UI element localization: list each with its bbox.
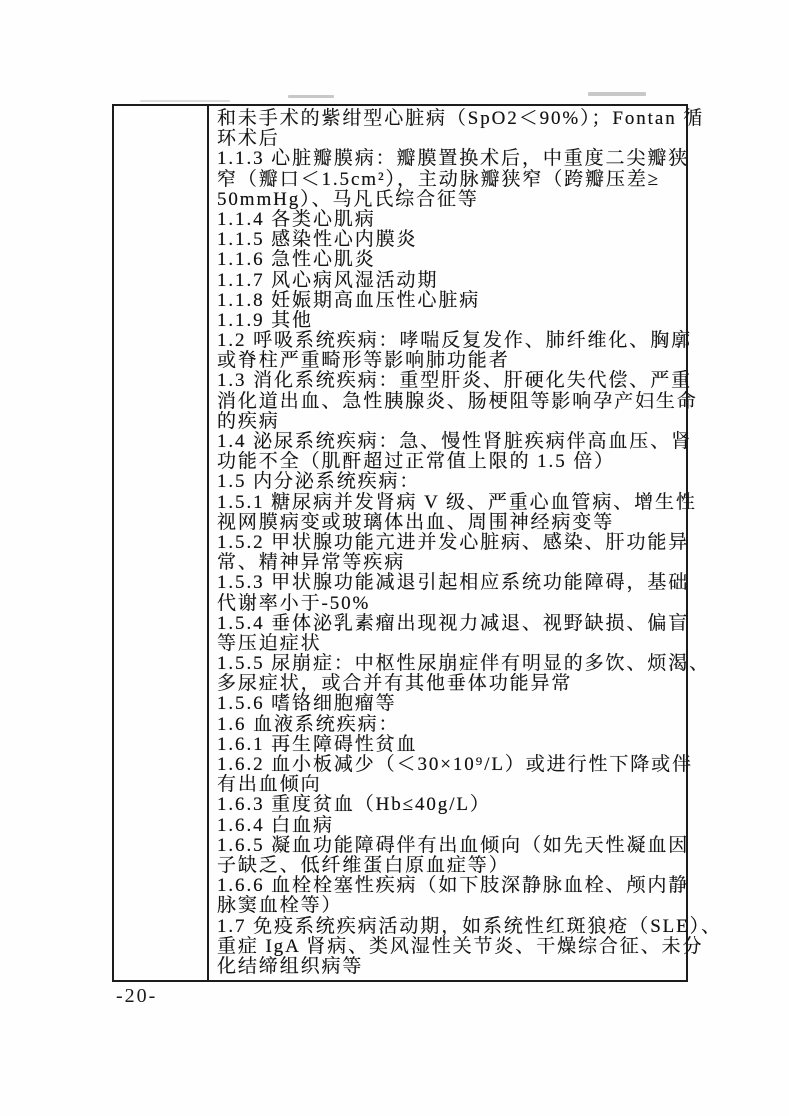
content-line: 环术后	[217, 128, 280, 150]
content-line: 1.6.3 重度贫血（Hb≤40g/L）	[217, 794, 491, 816]
content-line: 视网膜病变或玻璃体出血、周围神经病变等	[217, 511, 615, 533]
content-line: 化结缔组织病等	[217, 955, 364, 977]
content-line: 1.5.4 垂体泌乳素瘤出现视力减退、视野缺损、偏盲	[217, 612, 690, 634]
content-line: 窄（瓣口＜1.5cm²），主动脉瓣狭窄（跨瓣压差≥	[217, 168, 661, 190]
content-line: 1.6.4 白血病	[217, 814, 334, 836]
content-line: 1.6.6 血栓栓塞性疾病（如下肢深静脉血栓、颅内静	[217, 875, 690, 897]
content-line: 子缺乏、低纤维蛋白原血症等）	[217, 854, 510, 876]
content-line: 常、精神异常等疾病	[217, 552, 406, 574]
content-line: 1.7 免疫系统疾病活动期，如系统性红斑狼疮（SLE）、	[217, 915, 722, 937]
content-line: 1.5.5 尿崩症：中枢性尿崩症伴有明显的多饮、烦渴、	[217, 653, 711, 675]
content-line: 1.1.7 风心病风湿活动期	[217, 269, 439, 291]
content-line: 有出血倾向	[217, 774, 322, 796]
content-line: 1.1.9 其他	[217, 309, 313, 331]
content-line: 1.6 血液系统疾病：	[217, 713, 400, 735]
content-line: 1.5.3 甲状腺功能减退引起相应系统功能障碍，基础	[217, 572, 690, 594]
table-left-cell	[114, 106, 207, 980]
content-line: 50mmHg）、马凡氏综合征等	[217, 188, 479, 210]
content-line: 1.5.6 嗜铬细胞瘤等	[217, 693, 397, 715]
content-line: 1.3 消化系统疾病：重型肝炎、肝硬化失代偿、严重	[217, 370, 693, 392]
content-line: 1.2 呼吸系统疾病：哮喘反复发作、肺纤维化、胸廓	[217, 330, 693, 352]
content-line: 脉窦血栓等）	[217, 895, 343, 917]
content-line: 1.1.5 感染性心内膜炎	[217, 229, 418, 251]
content-line: 或脊柱严重畸形等影响肺功能者	[217, 350, 510, 372]
content-line: 和未手术的紫绀型心脏病（SpO2＜90%）；Fontan 循	[217, 108, 705, 129]
medical-conditions-table	[112, 104, 722, 982]
content-line: 1.1.6 急性心肌炎	[217, 249, 376, 271]
scan-artifact	[288, 95, 334, 98]
scan-artifact	[588, 92, 646, 96]
content-line: 1.5.1 糖尿病并发肾病 V 级、严重心血管病、增生性	[217, 491, 697, 513]
content-line: 1.6.1 再生障碍性贫血	[217, 733, 418, 755]
content-line: 的疾病	[217, 410, 280, 432]
table-content-text	[217, 108, 722, 977]
content-line: 重症 IgA 肾病、类风湿性关节炎、干燥综合征、未分	[217, 935, 704, 957]
content-line: 1.6.5 凝血功能障碍伴有出血倾向（如先天性凝血因	[217, 834, 690, 856]
scan-artifact	[140, 100, 230, 102]
content-line: 多尿症状，或合并有其他垂体功能异常	[217, 673, 573, 695]
content-line: 功能不全（肌酐超过正常值上限的 1.5 倍）	[217, 451, 616, 473]
content-line: 消化道出血、急性胰腺炎、肠梗阻等影响孕产妇生命	[217, 390, 698, 412]
content-line: 1.4 泌尿系统疾病：急、慢性肾脏疾病伴高血压、肾	[217, 431, 693, 452]
content-line: 1.5 内分泌系统疾病：	[217, 471, 421, 493]
content-line: 1.1.4 各类心肌病	[217, 208, 376, 230]
content-line: 1.1.8 妊娠期高血压性心脏病	[217, 289, 481, 311]
page-number: -20-	[116, 985, 158, 1007]
content-line: 等压迫症状	[217, 632, 322, 654]
content-line: 1.5.2 甲状腺功能亢进并发心脏病、感染、肝功能异	[217, 531, 690, 553]
content-line: 1.6.2 血小板减少（＜30×10⁹/L）或进行性下降或伴	[217, 754, 693, 775]
content-line: 1.1.3 心脏瓣膜病：瓣膜置换术后，中重度二尖瓣狭	[217, 148, 690, 170]
table-content-cell	[209, 106, 722, 980]
content-line: 代谢率小于-50%	[217, 592, 371, 614]
